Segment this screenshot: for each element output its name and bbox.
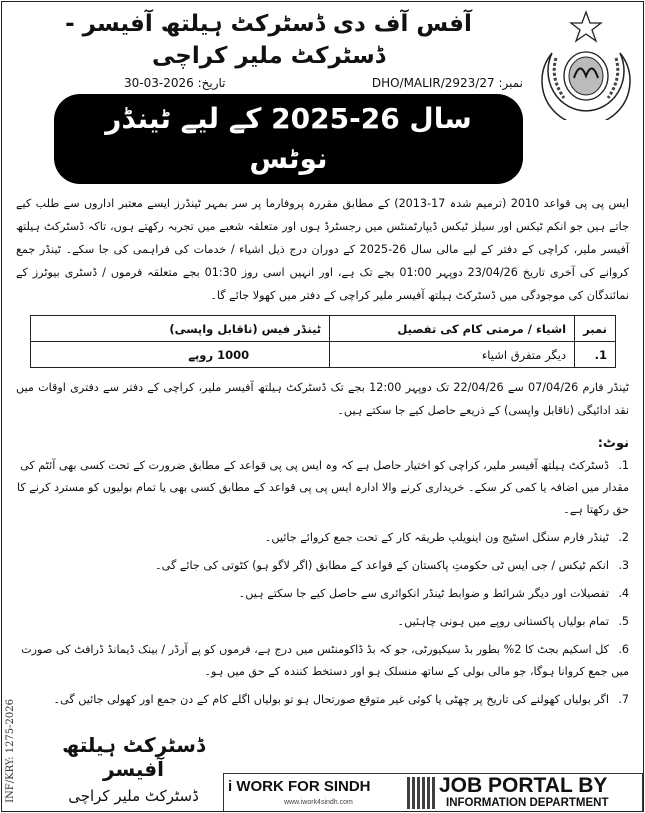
qr-code-icon (407, 777, 437, 809)
note-number: 6. (618, 643, 629, 656)
note-item (16, 583, 629, 605)
note-text: اگر بولیاں کھولنے کی تاریخ پر چھٹی یا کوئی غیر متوقع صورتحال ہو تو بولیاں اگلے کام کے دن جمع اور کھولی جائیں گی۔ (53, 693, 609, 706)
information-department-text: INFORMATION DEPARTMENT (446, 797, 609, 809)
note-number: 7. (618, 693, 629, 706)
table-header-row (31, 316, 616, 342)
note-text: ڈسٹرکٹ ہیلتھ آفیسر ملیر، کراچی کو اختیار حاصل ہے کہ وہ ایس پی پی قواعد کے مطابق ضرورت کے تحت کسی بھی آئٹم کی مقدار میں اضافہ یا کمی کر سکے۔ خریداری کرنے والا ادارہ ایس پی پی قواعد کے مطابق کسی بھی یا تمام بولیوں کو مسترد کرنے کا حق رکھتا ہے۔ (16, 459, 629, 516)
tender-table (30, 315, 616, 368)
cell-number: 1. (575, 342, 616, 368)
job-portal-text: JOB PORTAL BY (439, 774, 608, 797)
note-number: 3. (618, 559, 629, 572)
note-text: کل اسکیم بجٹ کا 2% بطور بڈ سیکیورٹی، جو کہ بڈ ڈاکومنٹس میں درج ہے، فرموں کو پے آرڈر / بینک ڈیمانڈ ڈرافٹ کی صورت میں جمع کروانا ہوگا، جو مالی بولی کے ساتھ منسلک ہو اور دستخط کنندہ کے حق میں ہو۔ (21, 643, 629, 678)
note-text: تفصیلات اور دیگر شرائط و ضوابط ٹینڈر انکوائری سے حاصل کیے جا سکتے ہیں۔ (238, 587, 609, 600)
cell-description: دیگر متفرق اشیاء (330, 342, 575, 368)
work-for-sindh-logo (228, 778, 371, 795)
number-value: DHO/MALIR/2923/27 (371, 76, 495, 90)
note-number: 1. (618, 459, 629, 472)
signature-block (44, 733, 223, 811)
footer-banner (223, 773, 643, 811)
header-fee: ٹینڈر فیس (ناقابل واپسی) (31, 316, 330, 342)
note-item (16, 455, 629, 521)
date-value: 30-03-2026 (124, 76, 194, 90)
note-item (16, 527, 629, 549)
reference-number (372, 76, 523, 90)
number-label: نمبر: (498, 76, 523, 90)
note-text: ٹینڈر فارم سنگل اسٹیج ون اینویلپ طریقہ کار کے تحت جمع کروائے جائیں۔ (264, 531, 609, 544)
note-number: 2. (618, 531, 629, 544)
brand-prefix: i (228, 778, 233, 795)
reference-row (14, 76, 523, 90)
note-item (16, 639, 629, 683)
footer-url: www.iwork4sindh.com (284, 799, 353, 806)
date-label: تاریخ: (197, 76, 226, 90)
note-text: انکم ٹیکس / جی ایس ٹی حکومتِ پاکستان کے قواعد کے مطابق (اگر لاگو ہو) کٹوتی کی جائے گی۔ (155, 559, 609, 572)
sindh-government-emblem (534, 8, 639, 120)
note-item (16, 555, 629, 577)
notes-heading: نوٹ: (597, 436, 629, 451)
signature-title: ڈسٹرکٹ ہیلتھ آفیسر (62, 733, 205, 781)
notice-date (124, 76, 226, 90)
header-number: نمبر (575, 316, 616, 342)
intro-paragraph: ایس پی پی قواعد 2010 (ترمیم شدہ 17-2013) کے مطابق مقررہ پروفارما پر سر بمہر ٹینڈرز ایسے معتبر اداروں سے طلب کیے جاتے ہیں جو انکم ٹیکس اور سیلز ٹیکس ڈیپارٹمنٹس میں رجسٹرڈ ہوں اور متعلقہ شعبے میں تجربہ رکھتے ہوں، تاکہ ڈسٹرکٹ ہیلتھ آفیسر ملیر، کراچی کے دفتر کے لیے مالی سال 26-2025 کے دوران درج ذیل اشیاء / خدمات کی فراہمی کی جا سکے۔ ٹینڈر جمع کروانے کی آخری تاریخ 23/04/26 دوپہر 01:00 بجے تک ہے، اور انہیں اسی روز 01:30 بجے متعلقہ فرموں / ڈسٹری بیوٹرز کے نمائندگان کی موجودگی میں ڈسٹرکٹ ہیلتھ آفیسر ملیر کراچی کے دفتر میں کھولا جائے گا۔ (16, 197, 629, 302)
office-title: آفس آف دی ڈسٹرکٹ ہیلتھ آفیسر - ڈسٹرکٹ ملیر کراچی (65, 11, 472, 69)
notice-header (14, 8, 631, 184)
brand-name: WORK FOR SINDH (236, 778, 371, 795)
header-description: اشیاء / مرمتی کام کی تفصیل (330, 316, 575, 342)
inf-code: INF/KRY: 1275-2026 (5, 699, 16, 803)
cell-fee: 1000 روپے (31, 342, 330, 368)
signature-subtitle: ڈسٹرکٹ ملیر کراچی (68, 787, 199, 805)
table-row (31, 342, 616, 368)
tender-notice-banner: سال 26-2025 کے لیے ٹینڈر نوٹس (54, 94, 523, 184)
notice-footer (14, 733, 643, 811)
note-text: تمام بولیاں پاکستانی روپے میں ہونی چاہئیں۔ (397, 615, 609, 628)
note-item (16, 611, 629, 633)
form-availability-paragraph: ٹینڈر فارم 07/04/26 سے 22/04/26 تک دوپہر 12:00 بجے تک ڈسٹرکٹ ہیلتھ آفیسر ملیر، کراچی کے دفتر سے دفتری اوقات میں نقد ادائیگی (ناقابل واپسی) کے ذریعے حاصل کیے جا سکتے ہیں۔ (16, 381, 629, 417)
note-number: 4. (618, 587, 629, 600)
note-number: 5. (618, 615, 629, 628)
notice-frame (1, 1, 644, 812)
